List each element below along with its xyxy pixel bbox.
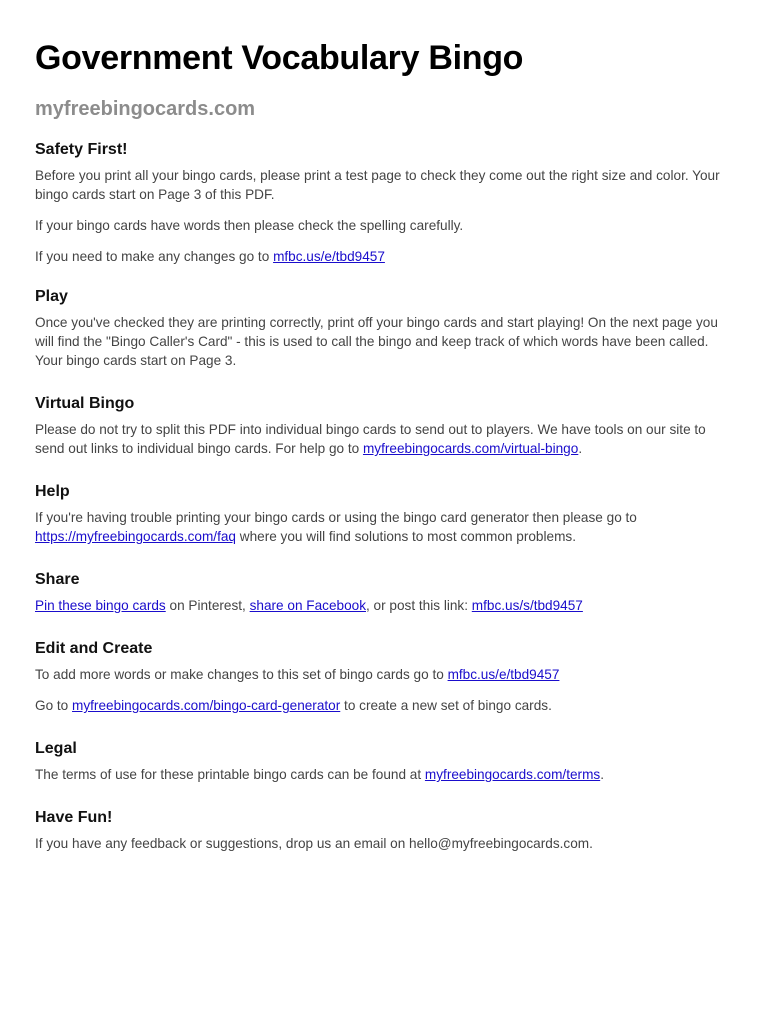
edit-cards-link[interactable]: mfbc.us/e/tbd9457 bbox=[447, 667, 560, 682]
help-p-suffix: where you will find solutions to most common problems. bbox=[235, 529, 576, 544]
section-share bbox=[35, 570, 733, 615]
generator-link[interactable]: myfreebingocards.com/bingo-card-generator bbox=[72, 698, 341, 713]
faq-link[interactable]: https://myfreebingocards.com/faq bbox=[35, 529, 236, 544]
edit-link[interactable]: mfbc.us/e/tbd9457 bbox=[273, 249, 385, 264]
help-p-text: If you're having trouble printing your bingo cards or using the bingo card generator then please go to bbox=[35, 510, 637, 525]
edit-p2-text: Go to bbox=[35, 698, 73, 713]
safety-p3-text: If you need to make any changes go to bbox=[35, 249, 274, 264]
safety-paragraph-2: If your bingo cards have words then please check the spelling carefully. bbox=[35, 218, 464, 233]
edit-paragraph-2 bbox=[35, 696, 733, 715]
share-paragraph bbox=[35, 596, 733, 615]
section-heading-fun: Have Fun! bbox=[35, 809, 113, 826]
legal-p-text: The terms of use for these printable bingo cards can be found at bbox=[35, 767, 425, 782]
section-heading-play: Play bbox=[35, 288, 68, 305]
section-have-fun bbox=[35, 808, 733, 853]
section-heading-edit: Edit and Create bbox=[35, 640, 153, 657]
edit-paragraph-1 bbox=[35, 665, 733, 684]
pinterest-link[interactable]: Pin these bingo cards bbox=[35, 598, 166, 613]
virtual-bingo-link[interactable]: myfreebingocards.com/virtual-bingo bbox=[362, 441, 579, 456]
edit-p1-text: To add more words or make changes to this set of bingo cards go to bbox=[35, 667, 448, 682]
section-help bbox=[35, 482, 733, 546]
section-edit-and-create bbox=[35, 639, 733, 715]
safety-paragraph-1: Before you print all your bingo cards, please print a test page to check they come out the right size and color. Your bingo cards start on Page 3 of this PDF. bbox=[35, 168, 720, 202]
play-paragraph: Once you've checked they are printing correctly, print off your bingo cards and start playing! On the next page you will find the "Bingo Caller's Card" - this is used to call the bingo and keep track of which words have been called. Your bingo cards start on Page 3. bbox=[35, 315, 718, 368]
virtual-p-suffix: . bbox=[578, 441, 583, 456]
section-heading-share: Share bbox=[35, 571, 80, 588]
section-heading-safety: Safety First! bbox=[35, 141, 128, 158]
facebook-share-link[interactable]: share on Facebook bbox=[249, 598, 366, 613]
terms-link[interactable]: myfreebingocards.com/terms bbox=[424, 767, 601, 782]
section-legal bbox=[35, 739, 733, 784]
help-paragraph bbox=[35, 508, 733, 546]
share-text-1: on Pinterest, bbox=[165, 598, 250, 613]
virtual-paragraph bbox=[35, 420, 733, 458]
site-subtitle: myfreebingocards.com bbox=[35, 98, 256, 120]
section-play bbox=[35, 287, 733, 370]
section-safety-first bbox=[35, 140, 733, 266]
section-virtual-bingo bbox=[35, 394, 733, 458]
safety-paragraph-3 bbox=[35, 247, 733, 266]
section-heading-help: Help bbox=[35, 483, 70, 500]
legal-paragraph bbox=[35, 765, 733, 784]
share-text-2: , or post this link: bbox=[366, 598, 472, 613]
legal-p-suffix: . bbox=[600, 767, 604, 782]
section-heading-virtual: Virtual Bingo bbox=[35, 395, 135, 412]
share-short-link[interactable]: mfbc.us/s/tbd9457 bbox=[471, 598, 583, 613]
page-title: Government Vocabulary Bingo bbox=[35, 39, 524, 77]
section-heading-legal: Legal bbox=[35, 740, 77, 757]
edit-p2-suffix: to create a new set of bingo cards. bbox=[340, 698, 552, 713]
fun-paragraph: If you have any feedback or suggestions, drop us an email on hello@myfreebingocards.com. bbox=[35, 836, 593, 851]
virtual-p-text: Please do not try to split this PDF into individual bingo cards to send out to players. We have tools on our site to send out links to individual bingo cards. For help go to bbox=[35, 422, 706, 456]
